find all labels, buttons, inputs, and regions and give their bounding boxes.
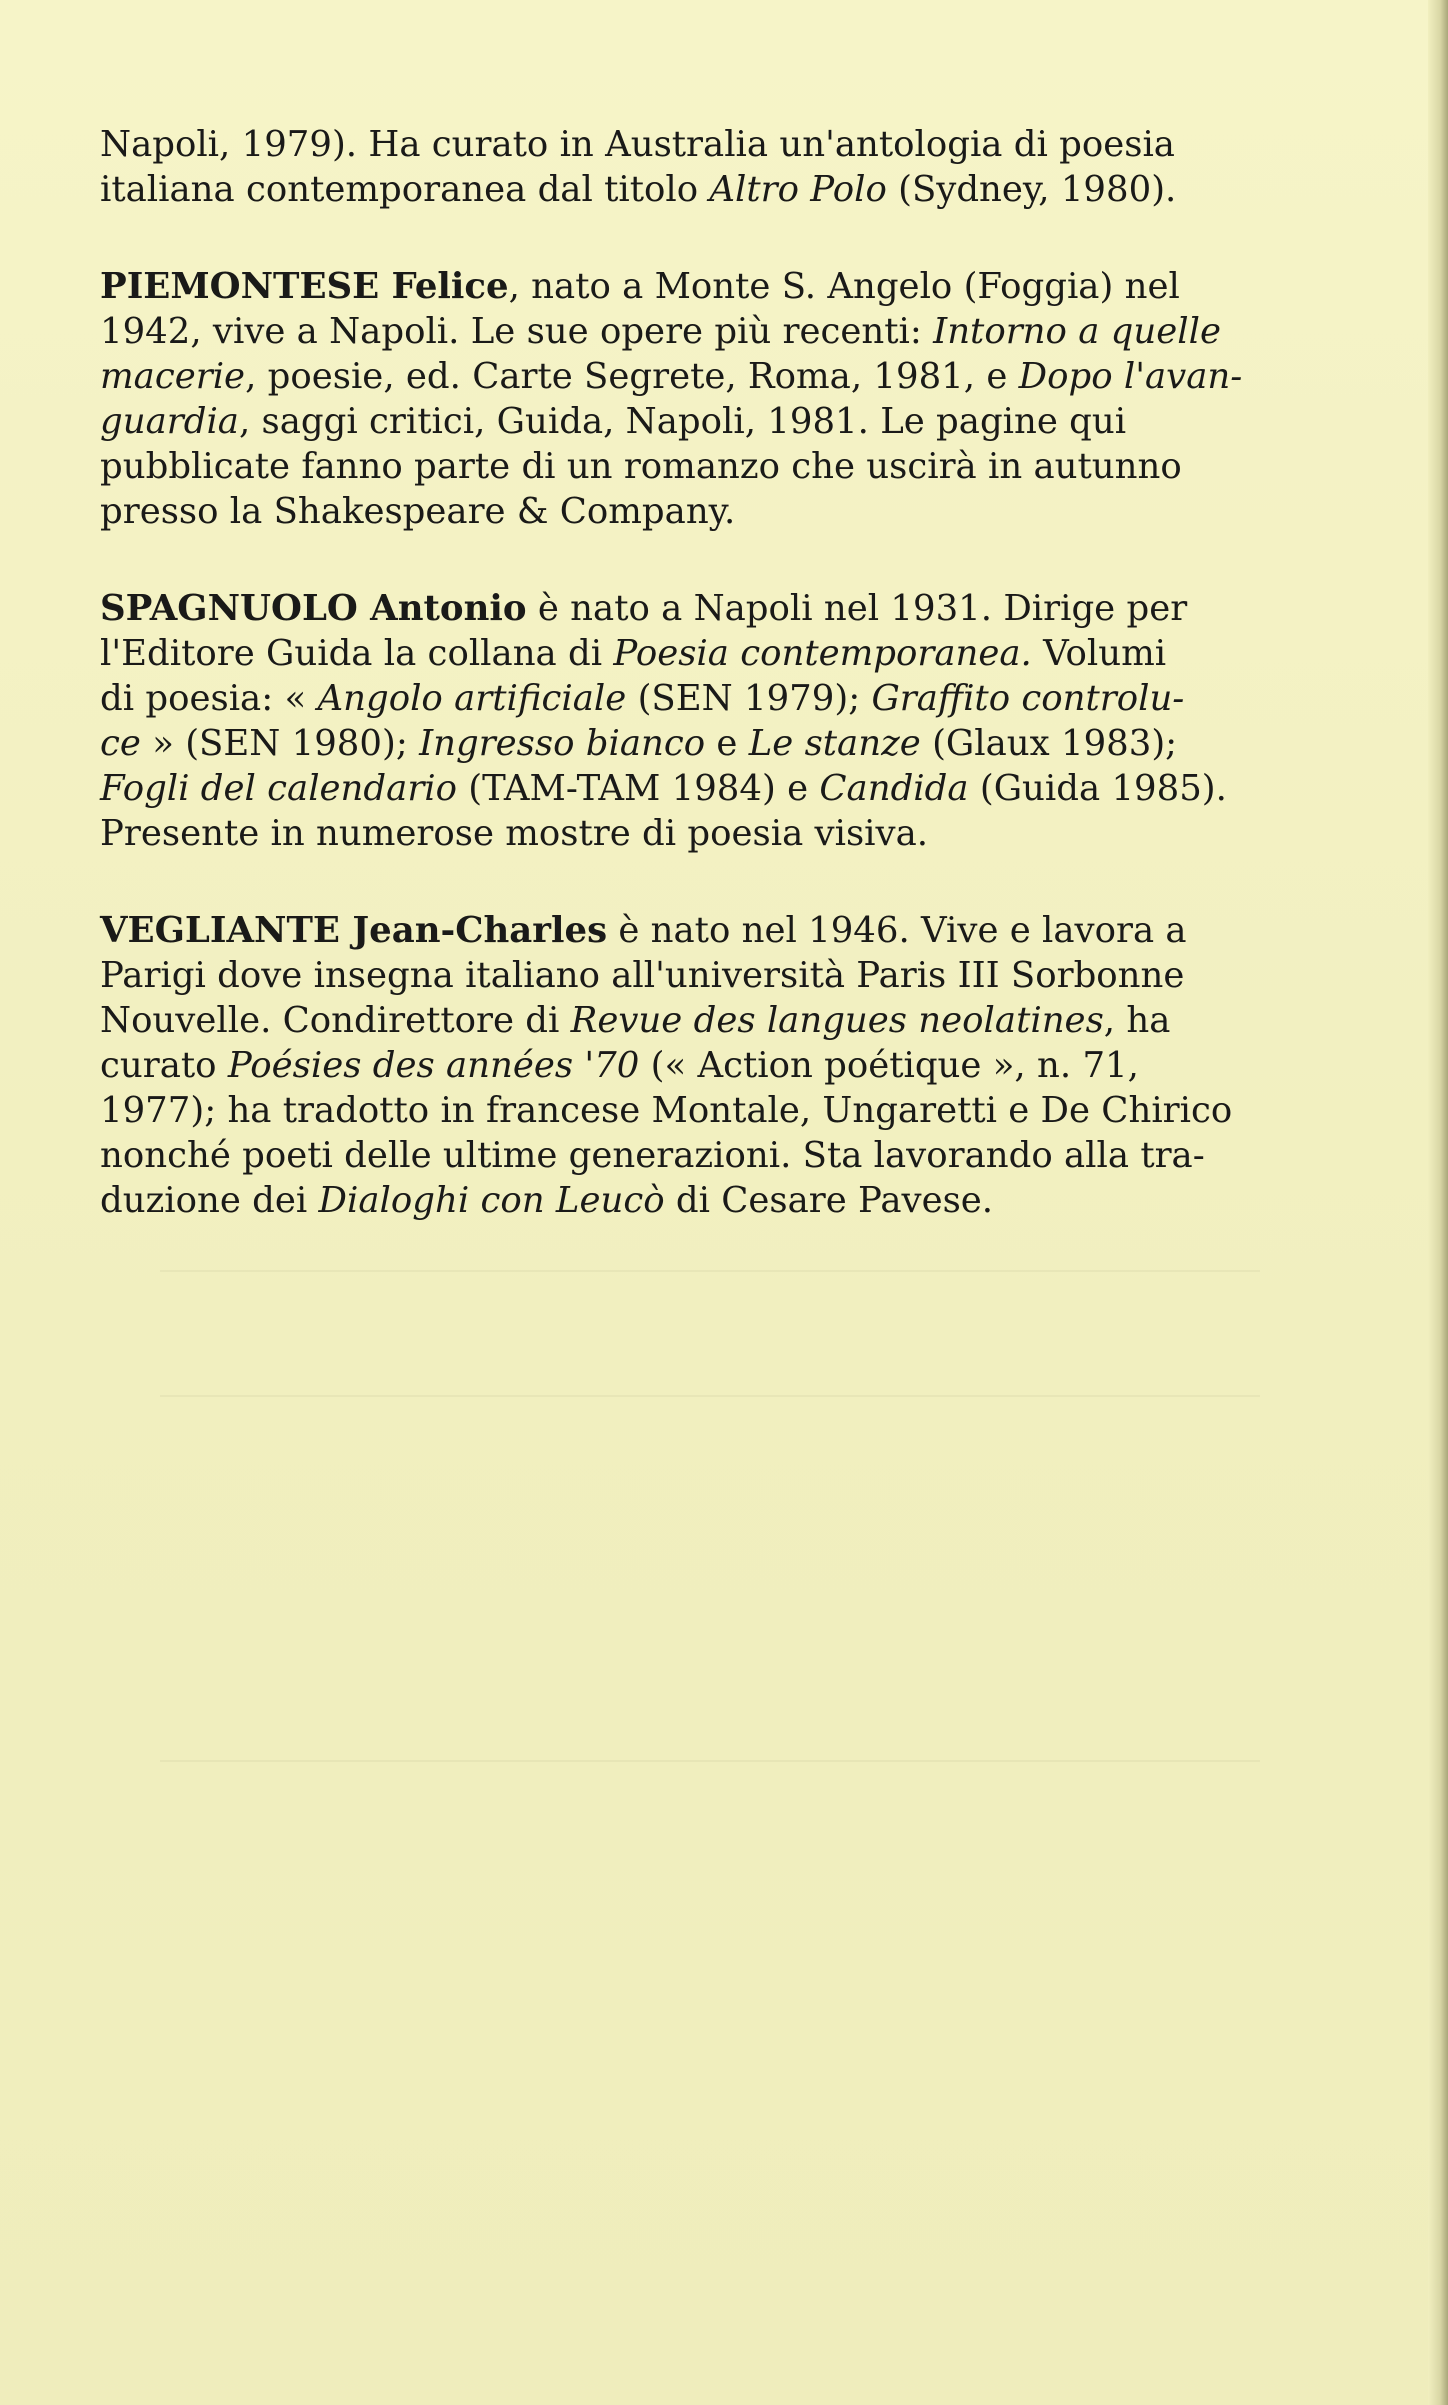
text-line (100, 1043, 1280, 1088)
text-run: (Guida 1985). (968, 768, 1227, 809)
italic-title: Poesia contemporanea. (613, 633, 1032, 674)
text-run: (SEN 1979); (626, 678, 872, 719)
text-line (100, 167, 1280, 212)
text-run: e (705, 723, 749, 764)
italic-title: Dialoghi con Leucò (318, 1180, 665, 1221)
text-run: Parigi dove insegna italiano all'università Paris III Sorbonne (100, 955, 1185, 996)
italic-title: Revue des langues neolatines (570, 1000, 1104, 1041)
text-line (100, 676, 1280, 721)
text-line (100, 444, 1280, 489)
text-line (100, 766, 1280, 811)
page-edge-shadow (1428, 0, 1448, 2405)
text-run: (« Action poétique », n. 71, (639, 1045, 1139, 1086)
text-line (100, 631, 1280, 676)
text-run: , poesie, ed. Carte Segrete, Roma, 1981, e (245, 356, 1019, 397)
text-run: , ha (1103, 1000, 1171, 1041)
text-run: 1977); ha tradotto in francese Montale, Ungaretti e De Chirico (100, 1090, 1233, 1131)
text-line (100, 1178, 1280, 1223)
text-line (100, 309, 1280, 354)
text-run: Nouvelle. Condirettore di (100, 1000, 571, 1041)
text-run: , nato a Monte S. Angelo (Foggia) nel (508, 266, 1180, 307)
text-run: di Cesare Pavese. (664, 1180, 994, 1221)
text-run: pubblicate fanno parte di un romanzo che uscirà in autunno (100, 446, 1182, 487)
text-run: è nato a Napoli nel 1931. Dirige per (526, 588, 1188, 629)
text-run: » (SEN 1980); (140, 723, 420, 764)
text-run: italiana contemporanea dal titolo (100, 169, 710, 210)
text-run: 1942, vive a Napoli. Le sue opere più recenti: (100, 311, 934, 352)
biography-notes (100, 122, 1280, 1275)
text-line (100, 908, 1280, 953)
italic-title: Intorno a quelle (933, 311, 1221, 352)
text-line (100, 998, 1280, 1043)
author-name: VEGLIANTE Jean-Charles (100, 910, 608, 951)
text-run: (Glaux 1983); (920, 723, 1178, 764)
italic-title: Candida (819, 768, 969, 809)
text-run: è nato nel 1946. Vive e lavora a (607, 910, 1187, 951)
text-line (100, 953, 1280, 998)
text-line (100, 721, 1280, 766)
biography-entry (100, 122, 1280, 212)
text-line (100, 122, 1280, 167)
text-run: Volumi (1031, 633, 1167, 674)
text-line (100, 354, 1280, 399)
italic-title: Ingresso bianco (419, 723, 706, 764)
italic-title: ce (100, 723, 141, 764)
show-through-line (160, 1270, 1260, 1306)
italic-title: Angolo artificiale (317, 678, 627, 719)
text-line (100, 489, 1280, 534)
italic-title: Graffito controlu- (871, 678, 1185, 719)
italic-title: Fogli del calendario (100, 768, 458, 809)
text-run: (TAM-TAM 1984) e (457, 768, 820, 809)
biography-entry (100, 586, 1280, 856)
text-run: Presente in numerose mostre di poesia visiva. (100, 813, 929, 854)
author-name: PIEMONTESE Felice (100, 266, 509, 307)
text-run: nonché poeti delle ultime generazioni. Sta lavorando alla tra- (100, 1135, 1205, 1176)
italic-title: Dopo l'avan- (1018, 356, 1243, 397)
text-run: presso la Shakespeare & Company. (100, 491, 736, 532)
text-run: (Sydney, 1980). (886, 169, 1177, 210)
text-line (100, 1088, 1280, 1133)
text-line (100, 811, 1280, 856)
biography-entry (100, 264, 1280, 534)
italic-title: Poésies des années '70 (227, 1045, 640, 1086)
italic-title: guardia (100, 401, 239, 442)
show-through-line (160, 1760, 1260, 1796)
text-run: duzione dei (100, 1180, 319, 1221)
text-line (100, 586, 1280, 631)
text-run: curato (100, 1045, 228, 1086)
text-run: Napoli, 1979). Ha curato in Australia un'antologia di poesia (100, 124, 1175, 165)
italic-title: Le stanze (748, 723, 921, 764)
text-run: di poesia: « (100, 678, 318, 719)
show-through-line (160, 1395, 1260, 1431)
author-name: SPAGNUOLO Antonio (100, 588, 527, 629)
text-line (100, 399, 1280, 444)
biography-entry (100, 908, 1280, 1223)
italic-title: macerie (100, 356, 246, 397)
text-run: , saggi critici, Guida, Napoli, 1981. Le pagine qui (238, 401, 1127, 442)
text-line (100, 1133, 1280, 1178)
italic-title: Altro Polo (709, 169, 887, 210)
text-run: l'Editore Guida la collana di (100, 633, 614, 674)
text-line (100, 264, 1280, 309)
